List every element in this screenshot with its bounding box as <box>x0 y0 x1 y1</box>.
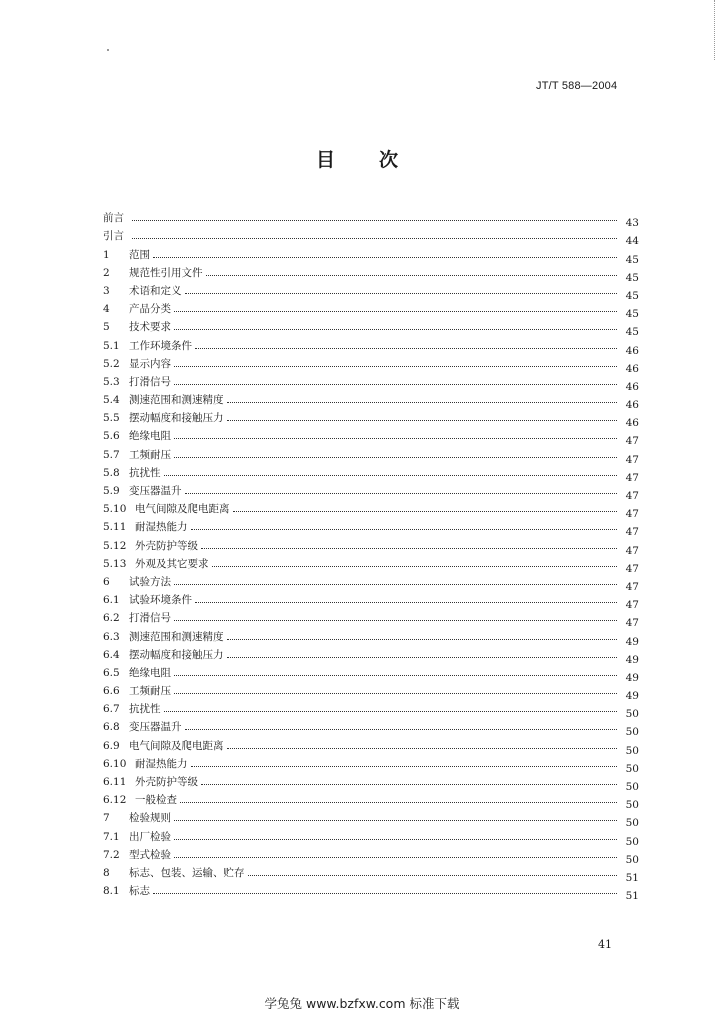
toc-entry-number: 5.10 <box>103 503 127 516</box>
toc-dot-leader <box>174 838 617 840</box>
toc-entry-number: 2 <box>103 266 110 279</box>
toc-entry-page: 45 <box>625 271 639 284</box>
table-of-contents <box>103 206 639 903</box>
toc-entry <box>103 315 639 339</box>
toc-entry-number: 6.7 <box>103 703 120 716</box>
toc-entry <box>103 406 639 430</box>
toc-entry <box>103 879 639 903</box>
toc-entry-label: 标志 <box>129 885 150 898</box>
toc-entry-page: 50 <box>625 835 639 848</box>
toc-entry-page: 49 <box>625 635 639 648</box>
page-number: 41 <box>598 938 612 951</box>
toc-dot-leader <box>201 547 617 549</box>
toc-entry <box>103 352 639 375</box>
toc-entry-number: 6.6 <box>103 685 120 698</box>
toc-dot-leader <box>174 619 617 621</box>
toc-entry-number: 5.8 <box>103 466 120 479</box>
toc-dot-leader <box>248 874 618 876</box>
standard-code: JT/T 588—2004 <box>536 80 618 92</box>
toc-entry-label: 规范性引用文件 <box>129 266 203 279</box>
toc-entry-label: 摆动幅度和接触压力 <box>129 648 224 661</box>
toc-entry-number: 6.11 <box>103 776 127 788</box>
toc-entry <box>103 606 639 630</box>
toc-entry-label: 抗扰性 <box>129 466 161 479</box>
toc-entry-label: 出厂检验 <box>129 830 171 843</box>
toc-entry-page: 50 <box>625 817 639 830</box>
toc-entry-label: 试验方法 <box>129 575 171 588</box>
toc-entry <box>103 697 639 721</box>
toc-dot-leader <box>227 419 618 421</box>
toc-entry <box>103 552 639 575</box>
toc-entry <box>103 424 639 448</box>
toc-dot-leader <box>195 601 617 603</box>
toc-entry-number: 6.1 <box>103 594 120 607</box>
toc-entry-page: 47 <box>625 490 639 502</box>
toc-entry-page: 50 <box>625 744 639 757</box>
toc-dot-leader <box>132 237 617 239</box>
toc-entry <box>103 570 639 593</box>
toc-entry <box>103 461 639 484</box>
toc-entry <box>103 242 639 266</box>
toc-entry-label: 产品分类 <box>129 303 171 316</box>
toc-entry <box>103 643 639 666</box>
toc-dot-leader <box>185 492 618 494</box>
toc-entry-number: 6.9 <box>103 739 120 752</box>
toc-entry-page: 49 <box>625 671 639 684</box>
toc-entry-page: 45 <box>625 308 639 321</box>
toc-entry-number: 5.3 <box>103 375 120 388</box>
toc-entry-label: 耐湿热能力 <box>135 521 188 534</box>
toc-dot-leader <box>233 510 618 512</box>
toc-entry-page: 45 <box>625 253 639 266</box>
toc-dot-leader <box>174 583 617 585</box>
toc-entry-number: 5.1 <box>103 339 120 352</box>
toc-entry-page: 46 <box>625 362 639 375</box>
toc-entry-page: 47 <box>625 453 639 466</box>
toc-entry-label: 电气间隙及爬电距离 <box>135 503 230 516</box>
toc-dot-leader <box>191 765 618 767</box>
toc-entry-number: 3 <box>103 284 110 297</box>
toc-entry <box>103 715 639 739</box>
toc-entry-page: 47 <box>625 562 639 575</box>
toc-entry-page: 47 <box>625 599 639 612</box>
toc-entry-number: 8 <box>103 866 110 879</box>
toc-entry-page: 50 <box>625 781 639 793</box>
toc-entry-label: 摆动幅度和接触压力 <box>129 412 224 425</box>
toc-dot-leader <box>174 365 617 367</box>
toc-entry-number: 7.1 <box>103 830 120 843</box>
toc-dot-leader <box>174 383 617 385</box>
toc-entry <box>103 624 639 648</box>
toc-entry-number: 5.7 <box>103 448 120 461</box>
scan-artifact <box>107 49 109 51</box>
toc-entry-label: 标志、包装、运输、贮存 <box>129 866 245 879</box>
toc-entry-page: 51 <box>625 871 639 884</box>
toc-dot-leader <box>180 801 617 803</box>
toc-entry-label: 型式检验 <box>129 848 171 861</box>
toc-entry-page: 47 <box>625 544 639 557</box>
toc-entry-label: 试验环境条件 <box>129 594 192 607</box>
toc-entry <box>103 661 639 684</box>
toc-dot-leader <box>206 274 618 276</box>
toc-dot-leader <box>153 892 617 894</box>
toc-dot-leader <box>227 638 618 640</box>
toc-entry <box>103 370 639 393</box>
toc-entry-label: 打滑信号 <box>129 612 171 625</box>
toc-entry-label: 外观及其它要求 <box>135 557 209 570</box>
toc-entry-label: 变压器温升 <box>129 721 182 734</box>
toc-entry <box>103 224 639 248</box>
toc-entry-page: 49 <box>625 690 639 703</box>
toc-entry-label: 检验规则 <box>129 812 171 825</box>
toc-entry-page: 46 <box>625 344 639 357</box>
toc-entry <box>103 479 639 502</box>
toc-entry-page: 45 <box>625 326 639 339</box>
toc-dot-leader <box>174 819 617 821</box>
toc-entry-label: 术语和定义 <box>129 284 182 297</box>
toc-dot-leader <box>185 292 618 294</box>
toc-entry-label: 范围 <box>129 248 150 261</box>
toc-dot-leader <box>174 856 617 858</box>
toc-dot-leader <box>227 747 618 749</box>
toc-dot-leader <box>174 310 617 312</box>
toc-dot-leader <box>227 401 618 403</box>
toc-dot-leader <box>195 347 617 349</box>
toc-entry-number: 6.3 <box>103 630 120 643</box>
toc-entry-label: 显示内容 <box>129 357 171 370</box>
toc-dot-leader <box>227 656 618 658</box>
toc-dot-leader <box>164 710 618 712</box>
toc-entry-page: 46 <box>625 380 639 393</box>
toc-entry-page: 46 <box>625 399 639 412</box>
page-title: 目次 <box>316 149 443 171</box>
toc-entry-label: 耐湿热能力 <box>135 757 188 770</box>
toc-entry-page: 51 <box>625 890 639 903</box>
toc-entry-number: 5.11 <box>103 521 127 534</box>
toc-dot-leader <box>212 565 618 567</box>
toc-entry <box>103 497 639 521</box>
toc-entry-number: 6.10 <box>103 757 127 770</box>
toc-entry-number: 5.5 <box>103 412 120 425</box>
toc-entry-number: 5.2 <box>103 357 120 370</box>
toc-entry-page: 50 <box>625 762 639 775</box>
toc-entry-number: 6.8 <box>103 721 120 734</box>
toc-entry-label: 前言 <box>103 212 124 225</box>
toc-dot-leader <box>174 674 617 676</box>
toc-entry <box>103 533 639 557</box>
toc-entry-number: 6.2 <box>103 612 120 625</box>
toc-entry-number: 5.13 <box>103 557 127 570</box>
toc-entry-page: 45 <box>625 289 639 302</box>
toc-entry-number: 5.4 <box>103 394 120 407</box>
toc-entry-label: 电气间隙及爬电距离 <box>129 739 224 752</box>
toc-entry-number: 8.1 <box>103 885 120 898</box>
toc-entry-label: 外壳防护等级 <box>135 776 198 788</box>
toc-entry <box>103 843 639 866</box>
toc-entry <box>103 806 639 830</box>
toc-entry-label: 变压器温升 <box>129 485 182 497</box>
toc-entry-page: 47 <box>625 508 639 521</box>
toc-entry-number: 5.6 <box>103 430 120 443</box>
toc-entry-number: 6.4 <box>103 648 120 661</box>
toc-entry-number: 1 <box>103 248 110 261</box>
toc-dot-leader <box>174 437 617 439</box>
toc-entry-page: 50 <box>625 799 639 812</box>
toc-entry <box>103 770 639 793</box>
toc-dot-leader <box>153 256 617 258</box>
toc-entry <box>103 261 639 284</box>
toc-entry-page: 46 <box>625 417 639 430</box>
toc-entry-number: 5.9 <box>103 485 120 497</box>
toc-entry-label: 工频耐压 <box>129 685 171 698</box>
toc-entry-page: 44 <box>625 235 639 248</box>
toc-entry-page: 47 <box>625 526 639 539</box>
toc-entry-number: 5 <box>103 321 110 334</box>
toc-entry <box>103 588 639 612</box>
toc-dot-leader <box>185 728 618 730</box>
toc-entry-label: 技术要求 <box>129 321 171 334</box>
toc-entry-page: 50 <box>625 726 639 739</box>
toc-entry-label: 抗扰性 <box>129 703 161 716</box>
toc-entry-label: 测速范围和测速精度 <box>129 630 224 643</box>
toc-entry <box>103 279 639 302</box>
toc-entry-label: 测速范围和测速精度 <box>129 394 224 407</box>
toc-dot-leader <box>201 783 617 785</box>
toc-entry-page: 47 <box>625 471 639 484</box>
toc-entry-number: 7 <box>103 812 110 825</box>
toc-entry <box>103 824 639 848</box>
toc-entry <box>103 861 639 884</box>
toc-entry-number: 6.5 <box>103 666 120 679</box>
toc-entry-page: 50 <box>625 853 639 866</box>
toc-entry-number: 7.2 <box>103 848 120 861</box>
toc-entry-label: 工频耐压 <box>129 448 171 461</box>
toc-entry-label: 绝缘电阻 <box>129 666 171 679</box>
toc-entry-page: 50 <box>625 708 639 721</box>
toc-entry <box>103 442 639 466</box>
toc-entry-number: 6.12 <box>103 794 127 807</box>
toc-entry-number: 6 <box>103 575 110 588</box>
toc-entry <box>103 752 639 775</box>
toc-dot-leader <box>174 456 617 458</box>
toc-entry <box>103 297 639 321</box>
toc-entry <box>103 333 639 357</box>
toc-entry <box>103 515 639 539</box>
toc-entry <box>103 733 639 757</box>
toc-entry <box>103 679 639 703</box>
toc-entry-label: 引言 <box>103 230 124 243</box>
toc-entry-label: 一般检查 <box>135 794 177 807</box>
toc-entry-page: 43 <box>625 217 639 230</box>
toc-entry-page: 47 <box>625 435 639 448</box>
toc-entry <box>103 788 639 812</box>
toc-dot-leader <box>174 692 617 694</box>
toc-entry-label: 工作环境条件 <box>129 339 192 352</box>
scan-edge-mark <box>714 0 717 60</box>
toc-entry-page: 49 <box>625 653 639 666</box>
toc-entry-label: 外壳防护等级 <box>135 539 198 552</box>
toc-entry <box>103 206 639 230</box>
toc-dot-leader <box>164 474 618 476</box>
toc-dot-leader <box>191 528 618 530</box>
toc-entry-number: 5.12 <box>103 539 127 552</box>
toc-dot-leader <box>174 328 617 330</box>
toc-entry <box>103 388 639 412</box>
toc-entry-number: 4 <box>103 303 110 316</box>
toc-entry-page: 47 <box>625 617 639 630</box>
toc-entry-page: 47 <box>625 580 639 593</box>
toc-entry-label: 绝缘电阻 <box>129 430 171 443</box>
toc-entry-label: 打滑信号 <box>129 375 171 388</box>
toc-dot-leader <box>132 219 617 221</box>
footer-watermark: 学兔兔 www.bzfxw.com 标准下载 <box>264 996 460 1011</box>
